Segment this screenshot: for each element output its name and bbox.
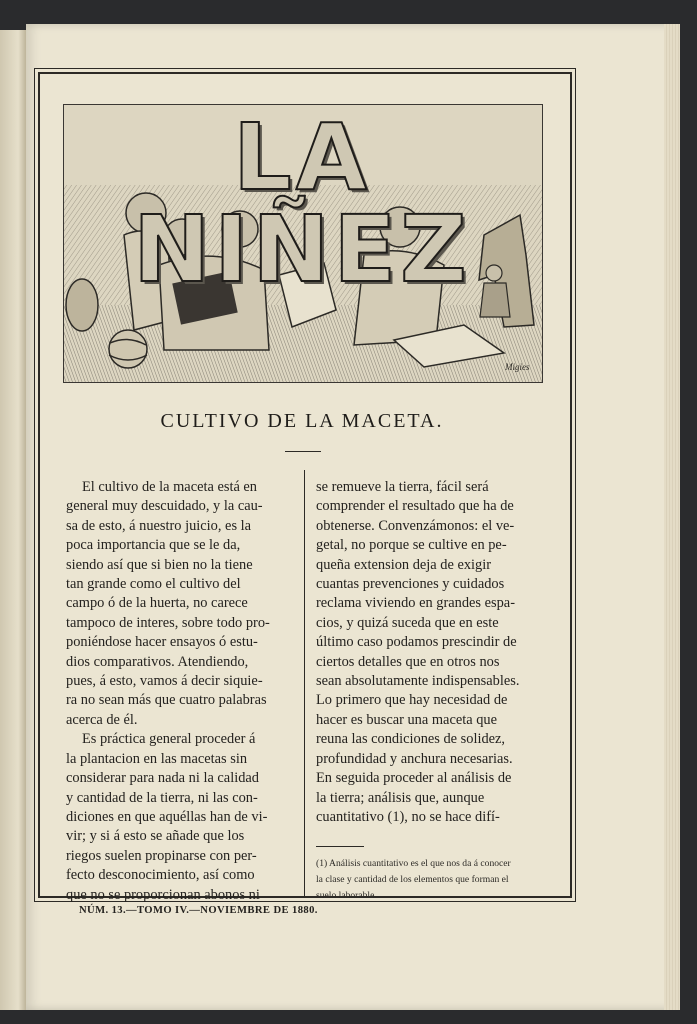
footnote-line: (1) Análisis cuantitativo es el que nos da á conocer — [316, 858, 511, 869]
text-line: getal, no porque se cultive en pe- — [316, 537, 507, 554]
text-line: siendo así que si bien no la tiene — [66, 556, 253, 573]
text-line: vir; y si á esto se añade que los — [66, 828, 245, 845]
text-line: ciertos detalles que en otros nos — [316, 653, 500, 670]
text-line: cuantas prevenciones y cuidados — [316, 576, 505, 593]
text-line: diciones en que aquéllas han de vi- — [66, 808, 268, 825]
text-line: poniéndose hacer ensayos ó estu- — [66, 634, 258, 651]
text-line: Lo primero que hay necesidad de — [316, 692, 508, 709]
text-line: general muy descuidado, y la cau- — [66, 498, 263, 515]
footnote — [316, 856, 554, 903]
text-line: dios comparativos. Atendiendo, — [66, 653, 249, 670]
text-line: tampoco de interes, sobre todo pro- — [66, 614, 270, 631]
text-line: pues, á esto, vamos á decir siquie- — [66, 673, 263, 690]
text-line: tan grande como el cultivo del — [66, 576, 241, 593]
text-line: la plantacion en las macetas sin — [66, 750, 248, 767]
text-line: obtenerse. Convenzámonos: el ve- — [316, 517, 515, 534]
footnote-line: la clase y cantidad de los elementos que forman el — [316, 873, 509, 885]
text-line: acerca de él. — [66, 711, 138, 728]
text-line: se remueve la tierra, fácil será — [316, 479, 489, 495]
text-line: y cantidad de la tierra, ni las con- — [66, 789, 258, 806]
text-line: reclama viviendo en grandes espa- — [316, 595, 515, 612]
text-line: campo ó de la huerta, no carece — [66, 595, 248, 612]
left-column — [66, 478, 302, 905]
text-line: riegos suelen propinarse con per- — [66, 847, 257, 864]
text-line: Es práctica general proceder á — [82, 731, 256, 748]
text-line: sa de esto, á nuestro juicio, es la — [66, 517, 252, 534]
text-line: la tierra; análisis que, aunque — [316, 789, 485, 806]
issue-footer: NÚM. 13.—TOMO IV.—NOVIEMBRE DE 1880. — [79, 905, 318, 916]
engraver-signature: Migies — [505, 362, 530, 372]
text-line: hacer es buscar una maceta que — [316, 711, 497, 728]
text-line: profundidad y anchura necesarias. — [316, 750, 513, 767]
text-line: fecto desconocimiento, así como — [66, 867, 255, 884]
facing-page-edge — [0, 30, 27, 1010]
text-line: que no se proporcionan abonos ni — [66, 886, 260, 903]
text-line: sean absolutamente indispensables. — [316, 673, 520, 690]
footnote-line: suelo laborable. — [316, 889, 377, 901]
text-line: considerar para nada ni la calidad — [66, 770, 259, 787]
text-line: ra no sean más que cuatro palabras — [66, 692, 267, 709]
text-line: poca importancia que se le da, — [66, 537, 241, 554]
page-stack-edge — [664, 24, 680, 1010]
footnote-rule — [316, 846, 364, 847]
masthead-title: LA NIÑEZ — [133, 104, 471, 303]
right-column — [316, 478, 552, 827]
text-line: cuantitativo (1), no se hace difí- — [316, 808, 500, 825]
text-line: último caso podamos prescindir de — [316, 634, 517, 651]
text-line: reuna las condiciones de solidez, — [316, 731, 506, 748]
title-rule — [285, 451, 321, 452]
text-line: queña extension deja de exigir — [316, 556, 492, 573]
column-divider — [304, 470, 305, 896]
text-line: En seguida proceder al análisis de — [316, 770, 512, 787]
text-line: cios, y quizá suceda que en este — [316, 614, 499, 631]
text-line: El cultivo de la maceta está en — [82, 479, 258, 495]
article-title: CULTIVO DE LA MACETA. — [160, 410, 444, 432]
text-line: comprender el resultado que ha de — [316, 498, 514, 515]
